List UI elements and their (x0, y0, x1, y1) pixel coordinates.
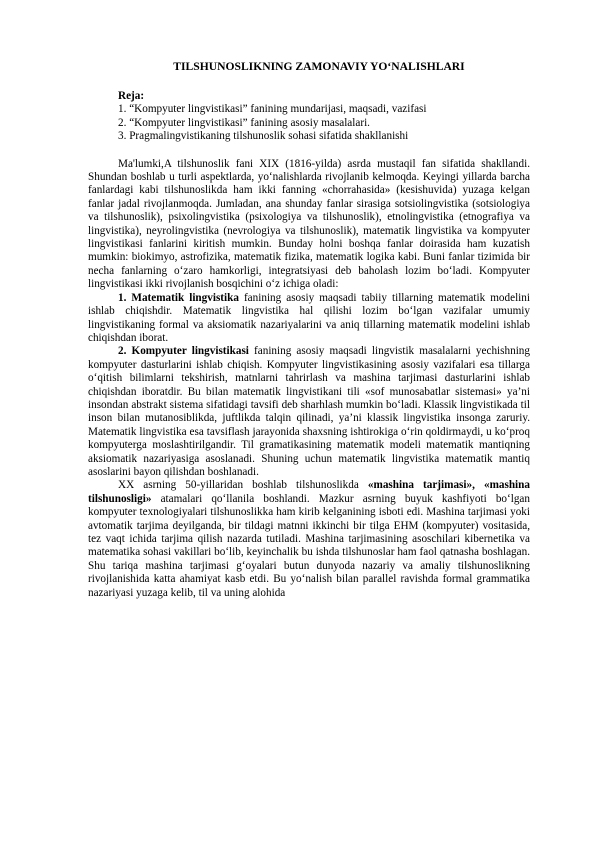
term-computer-linguistics: 2. Kompyuter lingvistikasi (118, 345, 249, 358)
paragraph-mathematical-linguistics (88, 292, 530, 346)
plan-heading: Reja: (118, 90, 145, 102)
paragraph-text: XX asrning 50-yillaridan boshlab tilshunoslikda (118, 479, 368, 492)
document-title: TILSHUNOSLIKNING ZAMONAVIY YO‘NALISHLARI (173, 60, 465, 73)
plan-item: 3. Pragmalingvistikaning tilshunoslik sohasi sifatida shakllanishi (118, 130, 409, 143)
paragraph-intro: Ma'lumki,A tilshunoslik fani XIX (1816-yilda) asrda mustaqil fan sifatida shakllandi. Shundan boshlab u turli aspektlarda, yo‘nalishlarda rivojlanib kelmoqda. Keyingi yillarda barcha fanlardagi kabi tilshunoslikda ham ikki fanning «chorrahasida» (kesishuvida) yuzaga kelgan fanlar jadal rivojlanmoqda. Jumladan, ana shunday fanlar sirasiga sotsiolingvistika (sotsiologiya va tilshunoslik), psixolingvistika (psixologiya va tilshunoslik), etnolingvistika (etnografiya va lingvistika), neyrolingvistika (nevrologiya va tilshunoslik), matematik lingvistika va kompyuter lingvistikasi fanlarini kiritish mumkin. Bunday holni boshqa fanlar doirasida ham kuzatish mumkin: biokimyo, astrofizika, matematik fizika, matematik logika kabi. Buni fanlar tizimida bir necha fanlarning o‘zaro hamkorligi, integratsiyasi deb baholash lozim bo‘ladi. Kompyuter lingvistikasi ikki rivojlanish bosqichini o‘z ichiga oladi: (88, 157, 530, 291)
term-mathematical-linguistics: 1. Matematik lingvistika (118, 291, 239, 304)
paragraph-text: fanining asosiy maqsadi lingvistik masalalarni yechishning kompyuter dasturlarini ishlab chiqish. Kompyuter lingvistikasining asosiy vazifalari esa tillarga o‘qitish bilimlarni tekshirish, matnlarni tahrirlash va mashina tarjimasi dasturlarini ishlab chiqishdan iboratdir. Bu bilan matematik lingvistikani tili «sof munosabatlar sistemasi» ya’ni insondan abstrakt sistema sifatidagi tavsifi deb sharhlash mumkin bo‘ladi. Klassik lingvistikada til inson bilan mutanosiblikda, juftlikda talqin qilinadi, ya’ni klassik lingvistika insonga zaruriy. Matematik lingvistika esa tavsiflash jarayonida shaxsning ishtirokiga o‘rin qoldirmaydi, u ko‘proq kompyuterga moslashtirilgandir. Til gramatikasining matematik modeli matematik mantiqning aksiomatik nazariyasiga asoslanadi. Shuning uchun matematik lingvistika matematik mantiq asoslarini bayon qilishdan boshlanadi. (88, 345, 530, 478)
paragraph-text: atamalari qo‘llanila boshlandi. Mazkur asrning buyuk kashfiyoti bo‘lgan kompyuter texnologiyalari tilshunoslikka ham kirib kelganining isboti edi. Mashina tarjimasi yoki avtomatik tarjima deyilganda, bir tildagi matnni ikkinchi bir tilga EHM (kompyuter) vositasida, tez vaqt ichida tarjima qilish nazarda tutiladi. Mashina tarjimasining asoschilari kibernetika va matematika sohasi vakillari bo‘lib, keyinchalik bu ishda tilshunoslar ham faol qatnasha boshlagan. Shu tariqa mashina tarjimasi g‘oyalari butun dunyoda nazariy va amaliy tilshunoslikning rivojlanishida katta ahamiyat kasb etdi. Bu yo‘nalish bilan parallel ravishda formal grammatika nazariyasi yuzaga kelib, til va uning alohida (88, 492, 530, 599)
plan-section (118, 90, 530, 144)
paragraph-text: fanining asosiy maqsadi tabiiy tillarning matematik modelini ishlab chiqishdir. Matematik lingvistika hal qilishi lozim bo‘lgan vazifalar umumiy lingvistikaning formal va aksiomatik nazariyalarini va aniq tillarning matematik modelini ishlab chiqishdan iborat. (88, 291, 530, 344)
plan-item: 2. “Kompyuter lingvistikasi” fanining asosiy masalalari. (118, 116, 370, 129)
document-page (88, 60, 530, 600)
paragraph-machine-translation (88, 479, 530, 600)
term-machine-translation: «mashina tarjimasi», «mashina tilshunosligi» (88, 479, 530, 505)
plan-item: 1. “Kompyuter lingvistikasi” fanining mundarijasi, maqsadi, vazifasi (118, 103, 427, 116)
paragraph-computer-linguistics (88, 345, 530, 479)
